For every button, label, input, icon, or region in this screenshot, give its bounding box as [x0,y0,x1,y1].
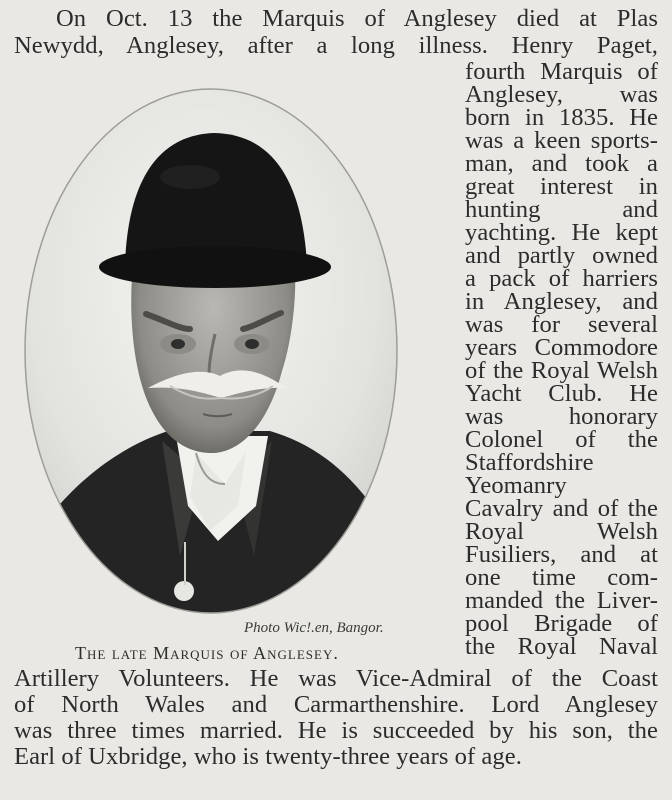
article-line: man, and took a [465,150,658,177]
article-line: born in 1835. He [465,104,658,131]
article-line: years Commodore [465,334,658,361]
article-line: was honorary [465,403,658,430]
article-line: Cavalry and of the [465,495,658,522]
article-line: Earl of Uxbridge, who is twenty-three years of age. [14,743,522,770]
article-line: Anglesey, was [465,81,658,108]
article-line: Artillery Volunteers. He was Vice-Admiral of the Coast [14,665,658,692]
article-line: the Royal Naval [465,633,658,660]
portrait-photo [20,86,402,616]
article-line: of North Wales and Carmarthenshire. Lord Anglesey [14,691,658,718]
article-line: hunting and [465,196,658,223]
article-line: in Anglesey, and [465,288,658,315]
article-line: fourth Marquis of [465,58,658,85]
article-line: great interest in [465,173,658,200]
article-line: Yeomanry [465,472,567,499]
article-line: On Oct. 13 the Marquis of Anglesey died at Plas [56,5,658,32]
article-line: manded the Liver- [465,587,658,614]
photo-caption: The late Marquis of Anglesey. [75,643,339,663]
article-line: was three times married. He is succeeded by his son, the [14,717,658,744]
article-line: of the Royal Welsh [465,357,658,384]
article-line: Yacht Club. He [465,380,658,407]
article-line: was a keen sports- [465,127,658,154]
article-line: yachting. He kept [465,219,658,246]
article-line: pool Brigade of [465,610,658,637]
article-line: Colonel of the [465,426,658,453]
photo-credit: Photo Wic!.en, Bangor. [244,620,384,636]
article-line: Fusiliers, and at [465,541,658,568]
article-line: Newydd, Anglesey, after a long illness. Henry Paget, [14,32,658,59]
article-line: Staffordshire [465,449,594,476]
article-line: and partly owned [465,242,658,269]
article-line: one time com- [465,564,658,591]
article-line: a pack of harriers [465,265,658,292]
article-line: Royal Welsh [465,518,658,545]
article-line: was for several [465,311,658,338]
